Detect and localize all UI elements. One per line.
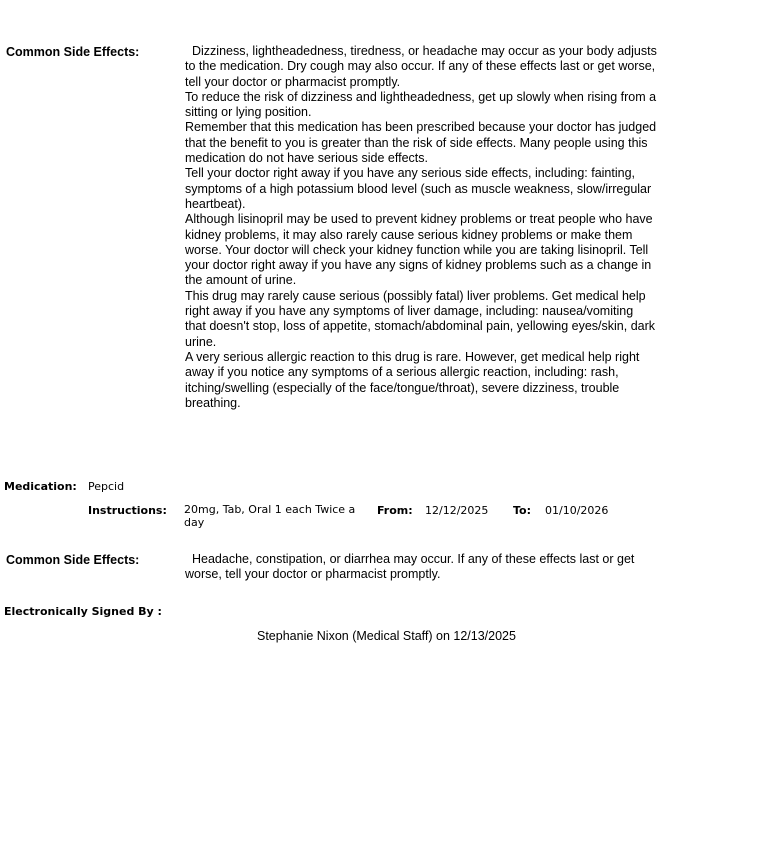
med1-side-effect-paragraph: A very serious allergic reaction to this drug is rare. However, get medical help right away if you notice any symptoms of a serious allergic reaction, including: rash, itching/swelling (especially of the face/tongue/throat), severe dizziness, trouble breathing. bbox=[185, 349, 640, 410]
med1-side-effect-paragraph: Remember that this medication has been prescribed because your doctor has judged that the benefit to you is greater than the risk of side effects. Many people using this medication do not have serious side effects. bbox=[185, 120, 657, 166]
to-date: 01/10/2026 bbox=[545, 504, 609, 517]
med1-side-effect-paragraph: Although lisinopril may be used to prevent kidney problems or treat people who have kidney problems, it may also rarely cause serious kidney problems or make them worse. Your doctor will check your kidney function while you are taking lisinopril. Tell your doctor right away if you have any signs of kidney problems such as a change in the amount of urine. bbox=[185, 212, 653, 288]
med1-side-effects-label: Common Side Effects: bbox=[6, 45, 140, 59]
from-date: 12/12/2025 bbox=[425, 504, 489, 517]
med1-side-effects-text bbox=[185, 44, 657, 411]
signed-by-label: Electronically Signed By : bbox=[4, 605, 162, 618]
from-label: From: bbox=[377, 504, 413, 517]
to-label: To: bbox=[513, 504, 531, 517]
med1-side-effect-paragraph: This drug may rarely cause serious (possibly fatal) liver problems. Get medical help right away if you have any symptoms of liver damage, including: nausea/vomiting that doesn't stop, loss of appetite, stomach/abdominal pain, yellowing eyes/skin, dark urine. bbox=[185, 288, 656, 349]
instructions-value: 20mg, Tab, Oral 1 each Twice a day bbox=[184, 503, 356, 529]
med1-side-effect-paragraph: Tell your doctor right away if you have any serious side effects, including: fainting, symptoms of a high potassium blood level (such as muscle weakness, slow/irregular heartbeat). bbox=[185, 166, 652, 211]
med1-side-effect-paragraph: Dizziness, lightheadedness, tiredness, or headache may occur as your body adjusts to the medication. Dry cough may also occur. If any of these effects last or get worse, tell your doctor or pharmacist promptly. bbox=[185, 44, 657, 89]
medication-label: Medication: bbox=[4, 480, 77, 493]
med1-side-effect-paragraph: To reduce the risk of dizziness and lightheadedness, get up slowly when rising from a sitting or lying position. bbox=[185, 89, 657, 120]
signature-text: Stephanie Nixon (Medical Staff) on 12/13/2025 bbox=[257, 629, 516, 643]
med2-side-effects-text bbox=[185, 552, 657, 583]
instructions-label: Instructions: bbox=[88, 504, 167, 517]
med2-side-effects-label: Common Side Effects: bbox=[6, 553, 140, 567]
medication-name: Pepcid bbox=[88, 480, 125, 493]
med2-side-effect-paragraph: Headache, constipation, or diarrhea may occur. If any of these effects last or get worse, tell your doctor or pharmacist promptly. bbox=[185, 552, 635, 582]
